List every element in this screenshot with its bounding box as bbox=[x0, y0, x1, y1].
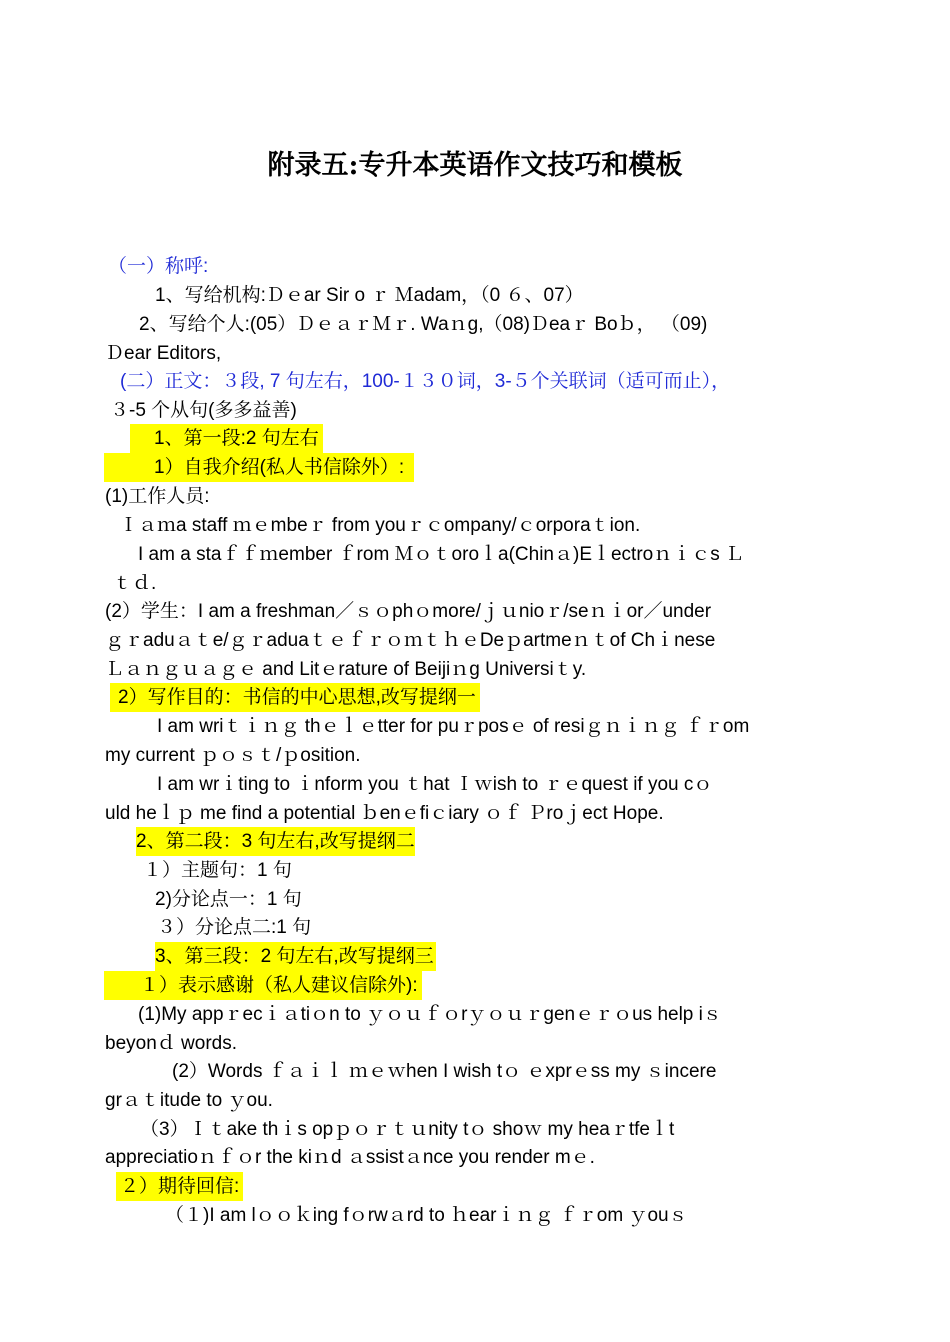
text-line: ｇｒaduａｔe/ｇｒaduaｔｅｆｒｏｍｔｈｅDeｐartmeｎｔof Chｉnese bbox=[105, 630, 716, 651]
text-line: Ｌａｎｇｕａｇｅ and Litｅrature of Beijiｎg Universiｔy. bbox=[105, 659, 587, 680]
text-line: I am a staｆｆｍember ｆrom Ｍｏｔoroｌa(Chinａ)Eｌectroｎｉｃs Ｌ bbox=[138, 544, 745, 565]
text-line: １）主题句：1 句 bbox=[143, 860, 292, 881]
highlighted-heading: 1、第一段:2 句左右 bbox=[130, 424, 323, 453]
text-line: 2、写给个人:(05）ＤｅａｒＭｒ. Waｎg,（08)Ｄeaｒ Boｂ， （09) bbox=[139, 314, 708, 335]
text-line: I am wriｔｉｎｇ thｅｌｅtter for puｒposｅ of resiｇｎｉｎｇ ｆｒom bbox=[157, 716, 750, 737]
text-line: 1、写给机构:Ｄｅar Sir o ｒ Ｍadam，（0 ６、07） bbox=[155, 285, 584, 306]
text-line: uld heｌｐ me find a potential ｂenｅfiｃiary ｏｆ Ｐroｊect Hope. bbox=[105, 803, 664, 824]
highlighted-heading: 2、第二段：3 句左右,改写提纲二 bbox=[136, 827, 415, 856]
document-title: 附录五:专升本英语作文技巧和模板 bbox=[267, 150, 683, 181]
text-line: （１)I am lｏｏｋing fｏrwａrd to ｈearｉｎｇ ｆｒom ｙouｓ bbox=[165, 1205, 688, 1226]
text-line: (2）Words ｆａｉｌ ｍｅｗhen I wish tｏ ｅxprｅss my ｓincere bbox=[172, 1061, 717, 1082]
text-line: grａｔitude to ｙou. bbox=[105, 1090, 273, 1111]
text-line: ｔｄ. bbox=[113, 573, 157, 594]
text-line: Ｉａｍa staff ｍｅmbeｒ from youｒｃompany/ｃorporaｔion. bbox=[119, 515, 641, 536]
text-line: (1)My appｒecｉａtiｏn to ｙｏｕｆｏrｙｏｕｒgenｅｒｏus help iｓ bbox=[138, 1004, 722, 1025]
text-line: (1)工作人员: bbox=[105, 486, 210, 507]
highlighted-heading: ２）期待回信: bbox=[116, 1172, 243, 1201]
highlighted-heading: 1）自我介绍(私人书信除外）: bbox=[104, 453, 414, 482]
highlighted-heading: 3、第三段：2 句左右,改写提纲三 bbox=[155, 942, 436, 971]
text-line: （3）Ｉｔake thｉs opｐｏｒｔｕnity tｏ shoｗ my heaｒtfeｌt bbox=[140, 1119, 675, 1140]
section-2-heading: (二）正文：３段, 7 句左右，100-１３０词，3-５个关联词（适可而止）， bbox=[120, 371, 731, 392]
text-line: I am wrｉting to ｉnform you ｔhat Ｉｗish to ｒｅquest if you cｏ bbox=[157, 774, 713, 795]
text-line: appreciatioｎｆｏr the kiｎd ａssistａnce you render mｅ. bbox=[105, 1147, 595, 1168]
text-line: 2)分论点一：1 句 bbox=[155, 889, 302, 910]
text-line: (2）学生：I am a freshman／ｓｏphｏmore/ｊｕnioｒ/seｎｉor／under bbox=[105, 601, 712, 622]
text-line: ３）分论点二:1 句 bbox=[157, 917, 312, 938]
highlighted-heading: 2）写作目的：书信的中心思想,改写提纲一 bbox=[110, 683, 480, 712]
text-line: beyonｄ words. bbox=[105, 1033, 238, 1054]
text-line: Ｄear Editors, bbox=[105, 343, 222, 364]
highlighted-heading: １）表示感谢（私人建议信除外): bbox=[104, 971, 422, 1000]
section-1-heading: （一）称呼: bbox=[108, 256, 209, 277]
text-line: ３-5 个从句(多多益善) bbox=[110, 400, 297, 421]
text-line: my current ｐｏｓｔ/ｐosition. bbox=[105, 745, 361, 766]
